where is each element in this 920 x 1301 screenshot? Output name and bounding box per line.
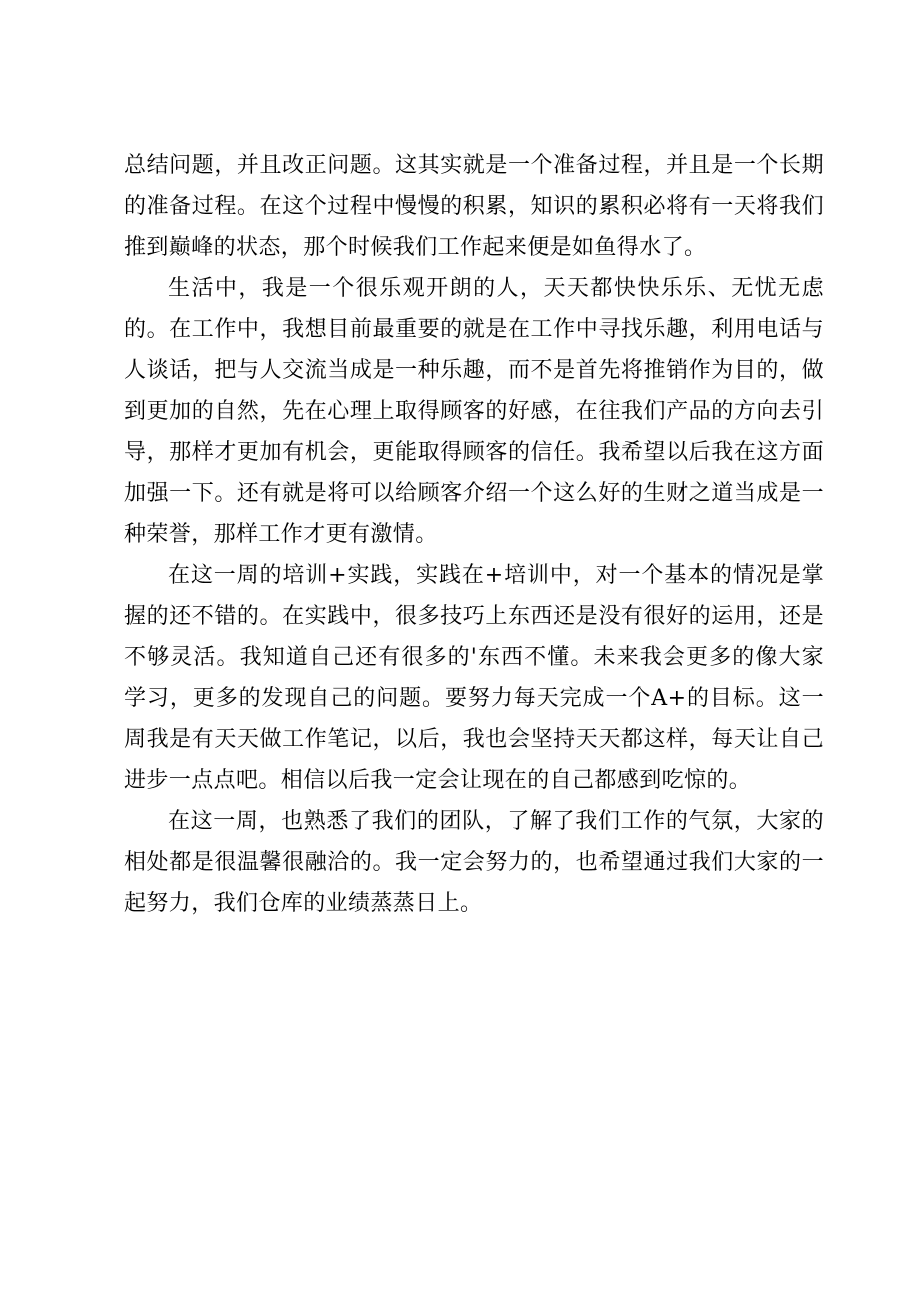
paragraph-continued: 总结问题，并且改正问题。这其实就是一个准备过程，并且是一个长期的准备过程。在这个过程中慢慢的积累，知识的累积必将有一天将我们推到巅峰的状态，那个时候我们工作起来便是如鱼得水了。 — [124, 153, 824, 260]
document-body — [124, 145, 824, 924]
paragraph-team: 在这一周，也熟悉了我们的团队，了解了我们工作的气氛，大家的相处都是很温馨很融洽的。我一定会努力的，也希望通过我们大家的一起努力，我们仓库的业绩蒸蒸日上。 — [124, 809, 824, 916]
paragraph-life-attitude: 生活中，我是一个很乐观开朗的人，天天都快快乐乐、无忧无虑的。在工作中，我想目前最重要的就是在工作中寻找乐趣，利用电话与人谈话，把与人交流当成是一种乐趣，而不是首先将推销作为目的，做到更加的自然，先在心理上取得顾客的好感，在往我们产品的方向去引导，那样才更加有机会，更能取得顾客的信任。我希望以后我在这方面加强一下。还有就是将可以给顾客介绍一个这么好的生财之道当成是一种荣誉，那样工作才更有激情。 — [124, 276, 824, 547]
paragraph-training-practice: 在这一周的培训+实践，实践在+培训中，对一个基本的情况是掌握的还不错的。在实践中，很多技巧上东西还是没有很好的运用，还是不够灵活。我知道自己还有很多的'东西不懂。未来我会更多的像大家学习，更多的发现自己的问题。要努力每天完成一个A+的目标。这一周我是有天天做工作笔记，以后，我也会坚持天天都这样，每天让自己进步一点点吧。相信以后我一定会让现在的自己都感到吃惊的。 — [124, 563, 824, 793]
